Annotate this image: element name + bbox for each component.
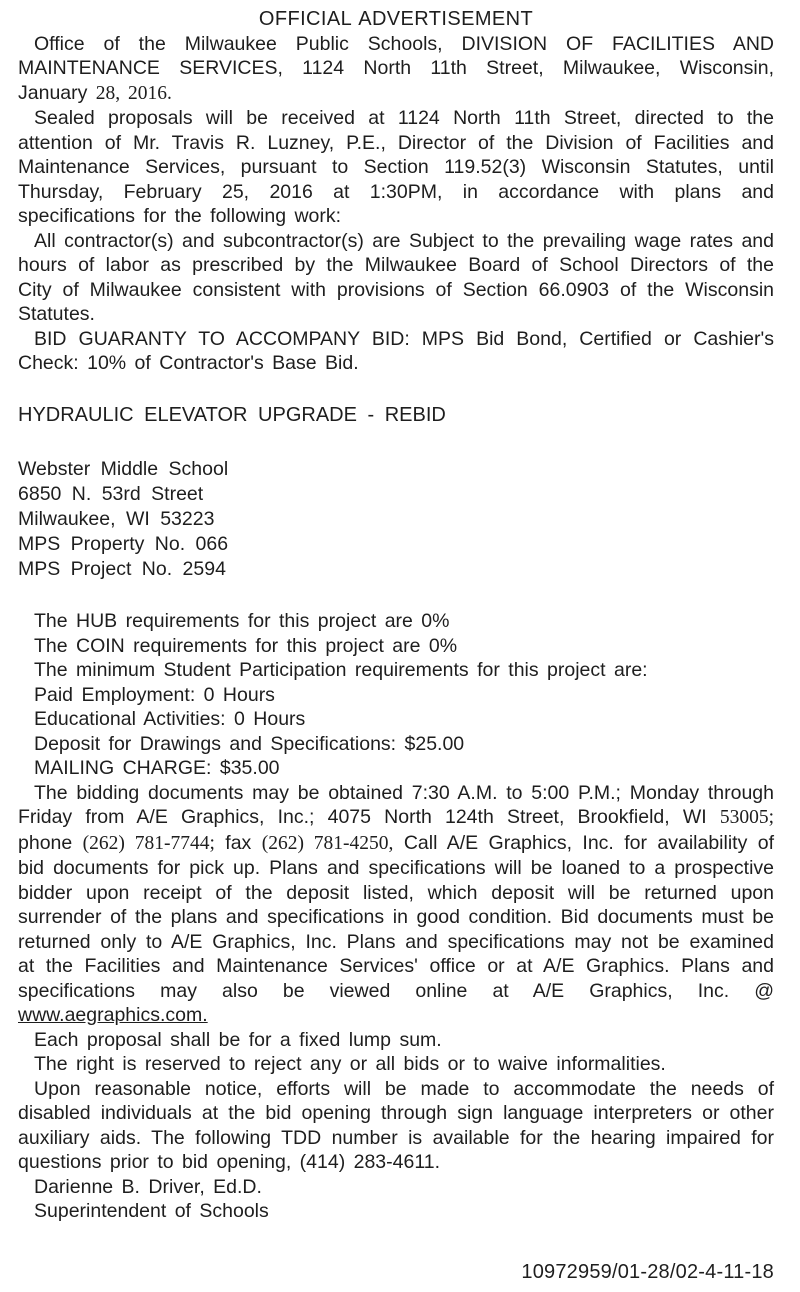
project-number: MPS Project No. 2594 (18, 558, 226, 580)
paragraph-bidding-documents (18, 781, 774, 1028)
project-street-address: 6850 N. 53rd Street (18, 483, 204, 505)
mailing-charge-line: MAILING CHARGE: $35.00 (34, 757, 280, 779)
bidding-text-2: phone (18, 831, 83, 854)
paragraph-office-address (18, 32, 774, 107)
paragraph-accessibility: Upon reasonable notice, efforts will be made to accommodate the needs of disabled individuals at the bid opening through sign language interpreters or other auxiliary aids. The following TDD number is available for the hearing impaired for questions prior to bid opening, (414) 283-4611. (18, 1077, 774, 1173)
student-participation-line: The minimum Student Participation requirements for this project are: (34, 659, 648, 681)
office-address-date: 28, 2016. (95, 82, 172, 104)
bidding-text-4: Call A/E Graphics, Inc. for availability of bid documents for pick up. Plans and specifications will be loaned to a prospective bidder upon receipt of the deposit listed, which deposit will be returned upon surrender of the plans and specifications in good condition. Bid documents must be returned only to A/E Graphics, Inc. Plans and specifications may not be examined at the Facilities and Maintenance Services' office or at A/E Graphics. Plans and specifications may also be viewed online at A/E Graphics, Inc. @ (18, 831, 774, 1002)
educational-activities-line: Educational Activities: 0 Hours (34, 708, 306, 730)
footer-code: 10972959/01-28/02-4-11-18 (521, 1260, 774, 1283)
bidding-text-1: The bidding documents may be obtained 7:30 A.M. to 5:00 P.M.; Monday through Friday from A/E Graphics, Inc.; 4075 North 124th Street, Brookfield, WI (18, 781, 774, 828)
bidding-phone-number: (262) 781-7744; (82, 832, 215, 854)
paragraph-lump-sum: Each proposal shall be for a fixed lump sum. (34, 1028, 442, 1051)
office-address-text: Office of the Milwaukee Public Schools, DIVISION OF FACILITIES AND MAINTENANCE SERVICES, 1124 North 11th Street, Milwaukee, Wisconsin, January (18, 32, 774, 104)
hub-requirement-line: The HUB requirements for this project are 0% (34, 610, 450, 632)
project-school-name: Webster Middle School (18, 458, 229, 480)
paragraph-reject-rights: The right is reserved to reject any or all bids or to waive informalities. (34, 1053, 666, 1075)
project-city-state-zip: Milwaukee, WI 53223 (18, 508, 215, 530)
signature-name: Darienne B. Driver, Ed.D. (34, 1175, 262, 1198)
signature-title: Superintendent of Schools (34, 1200, 269, 1222)
paragraph-bid-guaranty: BID GUARANTY TO ACCOMPANY BID: MPS Bid Bond, Certified or Cashier's Check: 10% of Contractor's Base Bid. (18, 327, 774, 374)
paragraph-sealed-proposals: Sealed proposals will be received at 1124 North 11th Street, directed to the attention of Mr. Travis R. Luzney, P.E., Director of the Division of Facilities and Maintenance Services, pursuant to Section 119.52(3) Wisconsin Statutes, until Thursday, February 25, 2016 at 1:30PM, in accordance with plans and specifications for the following work: (18, 107, 774, 227)
project-heading: HYDRAULIC ELEVATOR UPGRADE - REBID (18, 403, 446, 426)
bidding-text-3: fax (214, 831, 262, 854)
paragraph-prevailing-wage: All contractor(s) and subcontractor(s) are Subject to the prevailing wage rates and hours of labor as prescribed by the Milwaukee Board of School Directors of the City of Milwaukee consistent with provisions of Section 66.0903 of the Wisconsin Statutes. (18, 229, 774, 325)
deposit-line: Deposit for Drawings and Specifications: $25.00 (34, 732, 465, 755)
project-info-block (18, 457, 774, 582)
website-url: www.aegraphics.com. (18, 1004, 208, 1026)
paid-employment-line: Paid Employment: 0 Hours (34, 683, 275, 706)
project-property-number: MPS Property No. 066 (18, 533, 229, 555)
bidding-fax-number: (262) 781-4250, (261, 832, 394, 854)
bidding-zip: 53005; (719, 807, 774, 828)
coin-requirement-line: The COIN requirements for this project are 0% (34, 634, 458, 657)
requirements-block (18, 609, 774, 781)
document-title: OFFICIAL ADVERTISEMENT (258, 8, 534, 30)
